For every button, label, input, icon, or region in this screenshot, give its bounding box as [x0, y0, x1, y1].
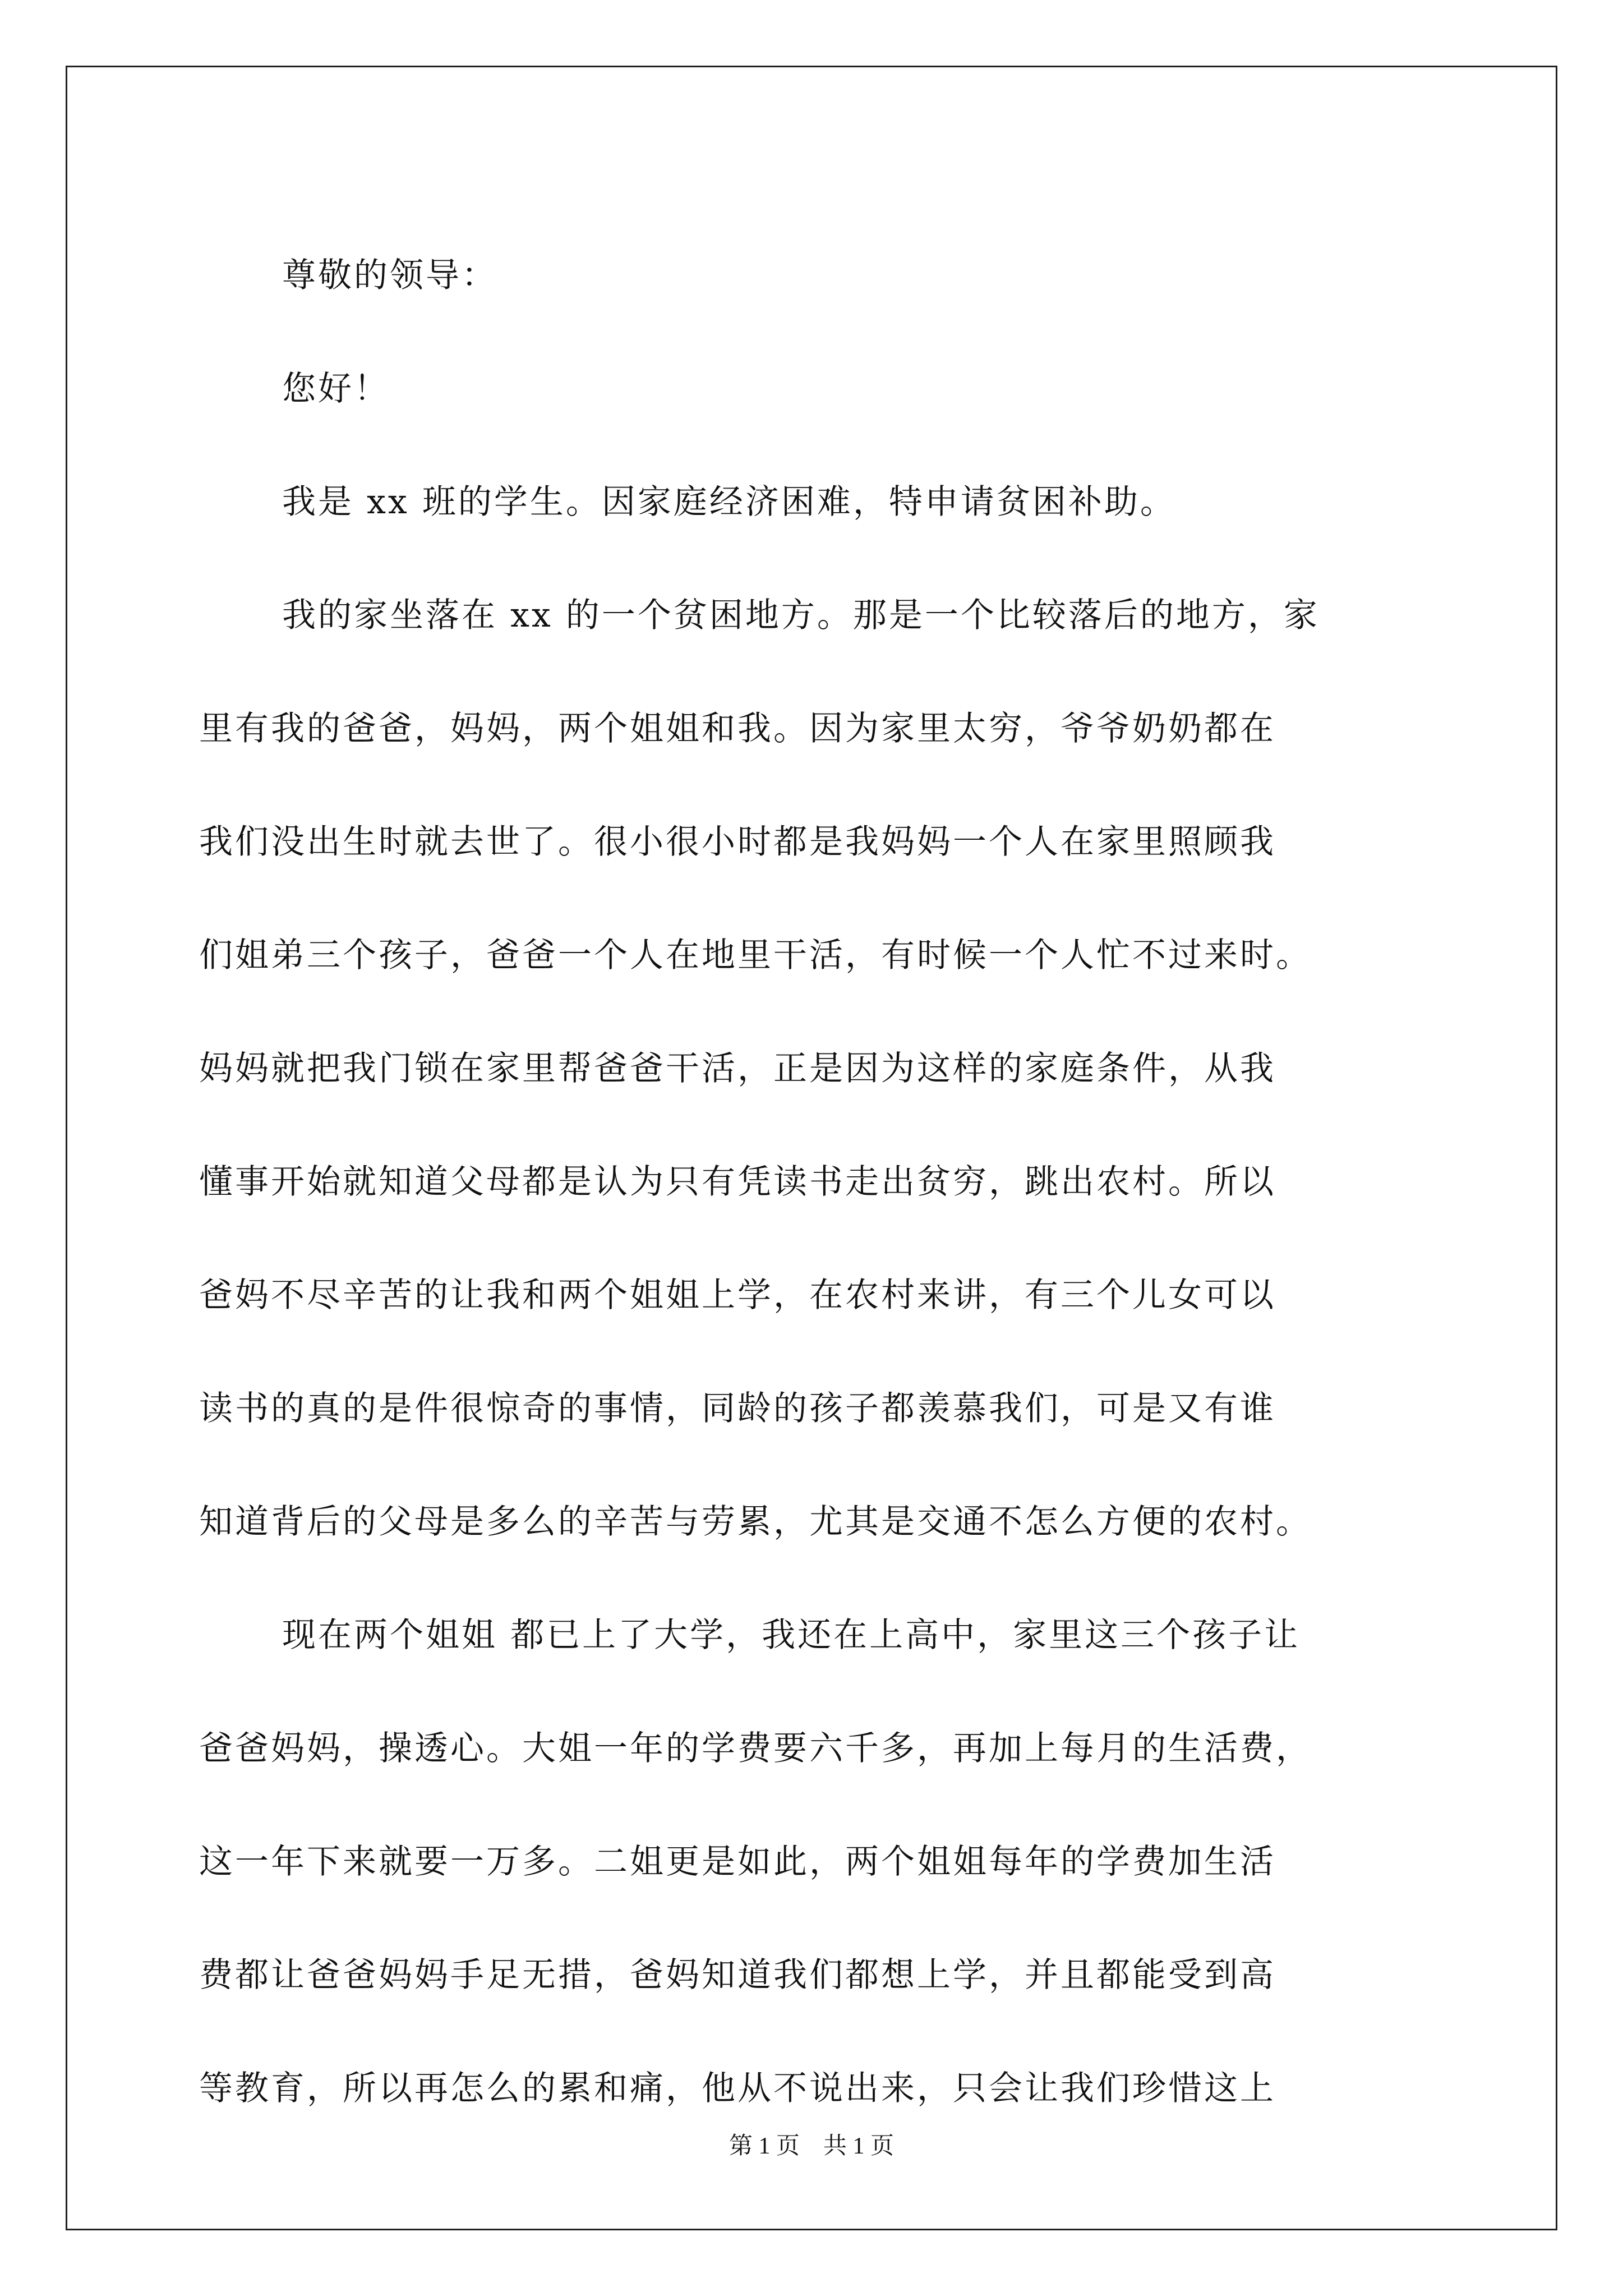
paragraph-line: 这一年下来就要一万多。二姐更是如此，两个姐姐每年的学费加生活 [199, 1842, 1276, 1881]
paragraph-line: 爸妈不尽辛苦的让我和两个姐姐上学，在农村来讲，有三个儿女可以 [199, 1276, 1276, 1315]
page-footer: 第 1 页 共 1 页 [728, 2133, 894, 2159]
letter-body [199, 219, 1433, 2145]
paragraph-line: 里有我的爸爸，妈妈，两个姐姐和我。因为家里太穷，爷爷奶奶都在 [199, 709, 1276, 748]
salutation: 您好！ [282, 369, 390, 408]
paragraph-line: 我是 xx 班的学生。因家庭经济困难，特申请贫困补助。 [282, 482, 1176, 522]
paragraph-line: 们姐弟三个孩子，爸爸一个人在地里干活，有时候一个人忙不过来时。 [199, 936, 1312, 975]
paragraph-line: 等教育，所以再怎么的累和痛，他从不说出来，只会让我们珍惜这上 [199, 2069, 1276, 2108]
paragraph-line: 爸爸妈妈，操透心。大姐一年的学费要六千多，再加上每月的生活费， [199, 1729, 1312, 1768]
paragraph-line: 现在两个姐姐 都已上了大学，我还在上高中，家里这三个孩子让 [282, 1616, 1301, 1655]
paragraph-line: 知道背后的父母是多么的辛苦与劳累，尤其是交通不怎么方便的农村。 [199, 1502, 1312, 1542]
paragraph-line: 懂事开始就知道父母都是认为只有凭读书走出贫穷，跳出农村。所以 [199, 1162, 1276, 1202]
paragraph-line: 读书的真的是件很惊奇的事情，同龄的孩子都羡慕我们，可是又有谁 [199, 1389, 1276, 1428]
paragraph-line: 我的家坐落在 xx 的一个贫困地方。那是一个比较落后的地方，家 [282, 596, 1320, 635]
paragraph-line: 妈妈就把我门锁在家里帮爸爸干活，正是因为这样的家庭条件，从我 [199, 1049, 1276, 1088]
paragraph-line: 费都让爸爸妈妈手足无措，爸妈知道我们都想上学，并且都能受到高 [199, 1955, 1276, 1995]
greeting: 尊敬的领导： [282, 256, 497, 295]
paragraph-line: 我们没出生时就去世了。很小很小时都是我妈妈一个人在家里照顾我 [199, 822, 1276, 862]
